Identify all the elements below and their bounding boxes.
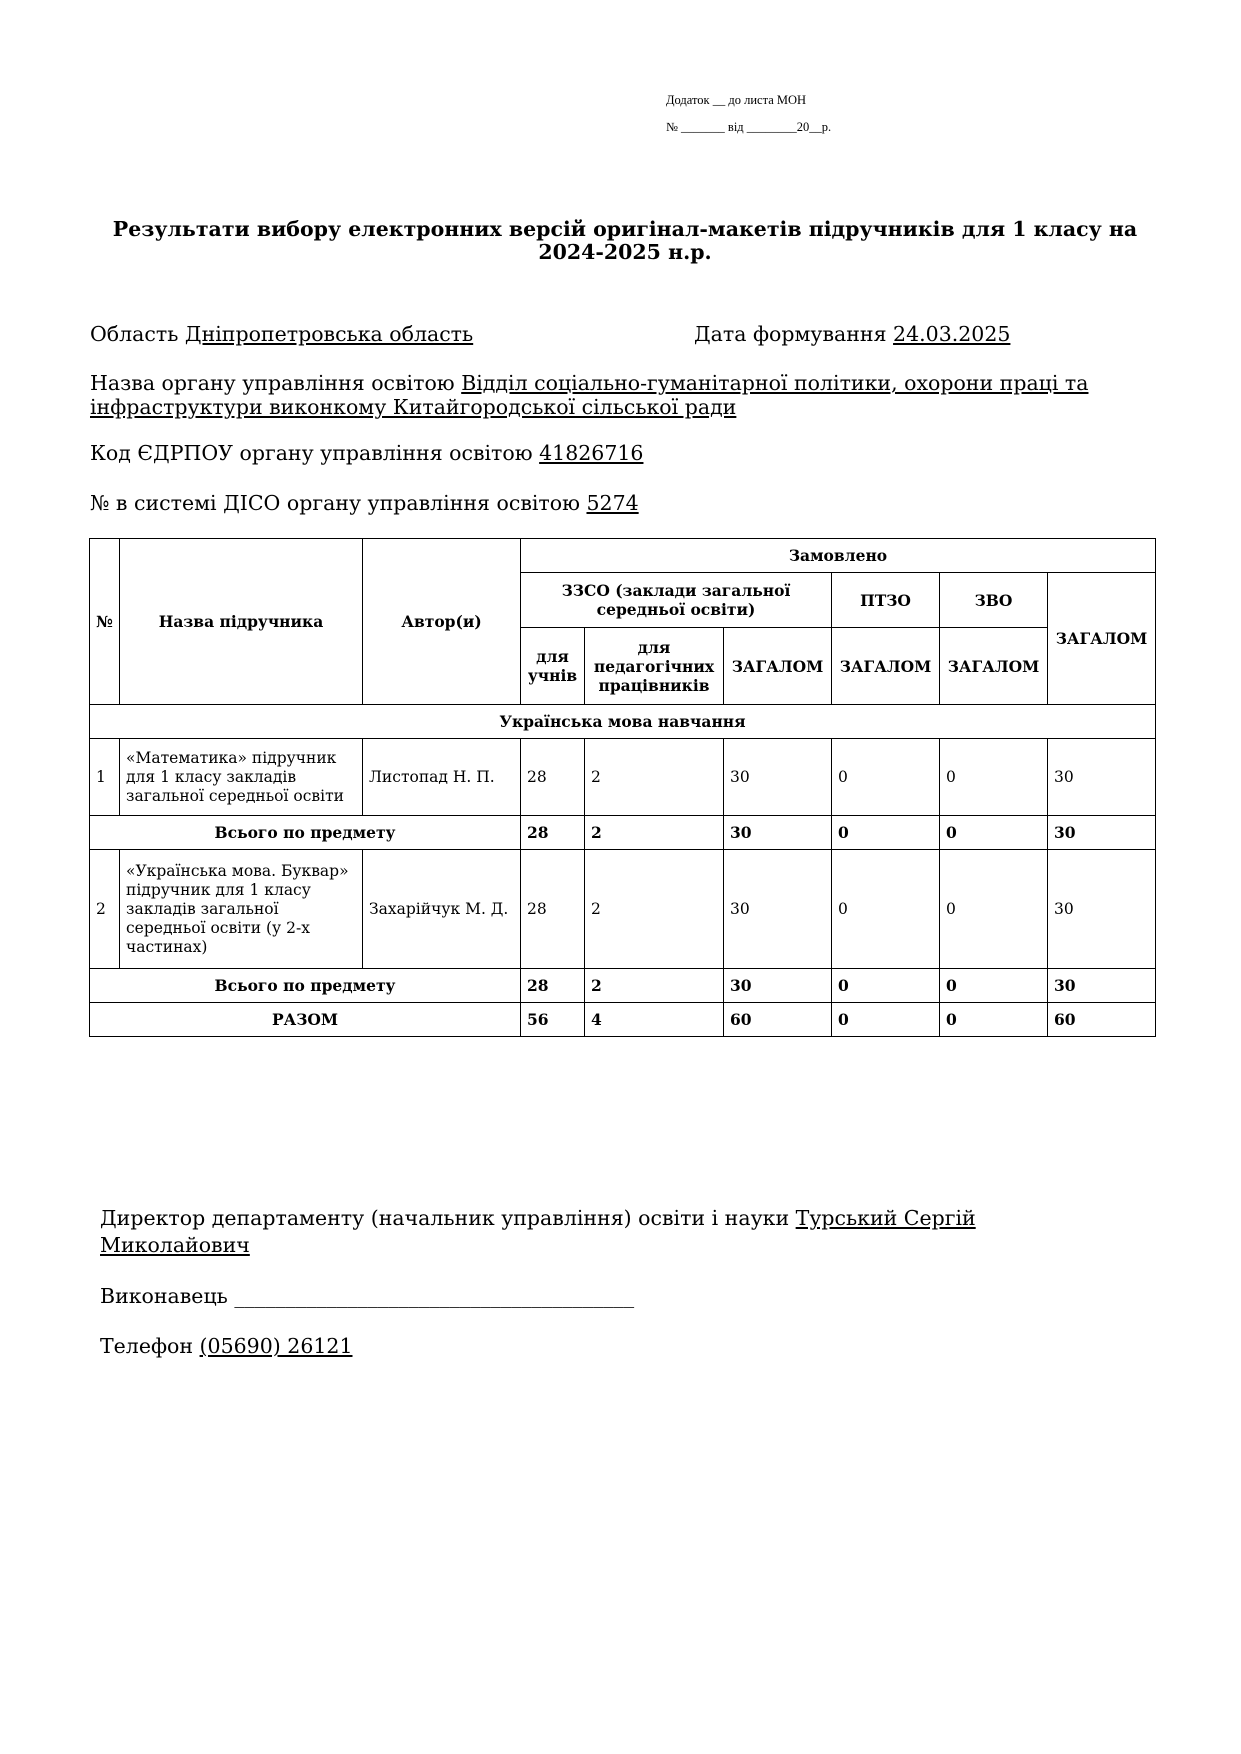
header-total: ЗАГАЛОМ: [1048, 573, 1156, 705]
row-author: Листопад Н. П.: [363, 739, 521, 816]
grand-total-teachers: 4: [585, 1003, 724, 1037]
row-students: 28: [521, 739, 585, 816]
edrpou-label: Код ЄДРПОУ органу управління освітою: [90, 441, 533, 465]
grand-total-students: 56: [521, 1003, 585, 1037]
header-zvo: ЗВО: [940, 573, 1048, 628]
director-field: [100, 1205, 1100, 1259]
table-row: [90, 739, 1156, 816]
textbook-order-table: [89, 538, 1156, 1037]
header-students: для учнів: [521, 628, 585, 705]
director-value: Турський Сергій Миколайович: [100, 1206, 976, 1257]
organ-label: Назва органу управління освітою: [90, 371, 455, 395]
row-zzso-total: 30: [724, 850, 832, 969]
header-zzso-total: ЗАГАЛОМ: [724, 628, 832, 705]
subtotal-teachers: 2: [585, 816, 724, 850]
subtotal-zvo: 0: [940, 969, 1048, 1003]
diso-field: [90, 491, 639, 515]
director-label: Директор департаменту (начальник управління) освіти і науки: [100, 1206, 790, 1230]
grand-total-label: РАЗОМ: [90, 1003, 521, 1037]
header-ptzo-total: ЗАГАЛОМ: [832, 628, 940, 705]
region-label: Область: [90, 322, 179, 346]
phone-field: [100, 1333, 353, 1360]
organ-field: [90, 371, 1150, 419]
row-teachers: 2: [585, 850, 724, 969]
row-zvo: 0: [940, 739, 1048, 816]
phone-label: Телефон: [100, 1334, 194, 1358]
row-name: «Українська мова. Буквар» підручник для 1 класу закладів загальної середньої освіти (у 2-х частинах): [120, 850, 363, 969]
annex-line-1: Додаток __ до листа МОН: [666, 93, 807, 107]
header-teachers: для педагогічних працівників: [585, 628, 724, 705]
header-zvo-total: ЗАГАЛОМ: [940, 628, 1048, 705]
header-zzso: ЗЗСО (заклади загальної середньої освіти): [521, 573, 832, 628]
edrpou-field: [90, 441, 643, 465]
executor-field: [100, 1283, 634, 1310]
section-row: Українська мова навчання: [90, 705, 1156, 739]
subtotal-label: Всього по предмету: [90, 969, 521, 1003]
grand-total-zvo: 0: [940, 1003, 1048, 1037]
subtotal-students: 28: [521, 969, 585, 1003]
document-title: Результати вибору електронних версій оригінал-макетів підручників для 1 класу на 2024-2025 н.р.: [112, 217, 1138, 264]
date-label: Дата формування: [694, 322, 887, 346]
row-zvo: 0: [940, 850, 1048, 969]
edrpou-value: 41826716: [539, 441, 644, 465]
row-total: 30: [1048, 850, 1156, 969]
executor-label: Виконавець: [100, 1284, 228, 1308]
row-name: «Математика» підручник для 1 класу закладів загальної середньої освіти: [120, 739, 363, 816]
diso-value: 5274: [586, 491, 639, 515]
header-ptzo: ПТЗО: [832, 573, 940, 628]
subtotal-zzso-total: 30: [724, 969, 832, 1003]
subtotal-teachers: 2: [585, 969, 724, 1003]
row-teachers: 2: [585, 739, 724, 816]
subtotal-row: [90, 816, 1156, 850]
subtotal-students: 28: [521, 816, 585, 850]
row-num: 2: [90, 850, 120, 969]
subtotal-zzso-total: 30: [724, 816, 832, 850]
date-value: 24.03.2025: [893, 322, 1011, 346]
region-field: [90, 322, 473, 346]
grand-total-row: [90, 1003, 1156, 1037]
row-author: Захарійчук М. Д.: [363, 850, 521, 969]
executor-line: _______________________________________: [234, 1284, 635, 1308]
header-num: №: [90, 539, 120, 705]
row-total: 30: [1048, 739, 1156, 816]
organ-value: Відділ соціально-гуманітарної політики, охорони праці та інфраструктури виконкому Китайгородської сільської ради: [90, 371, 1089, 419]
subtotal-total: 30: [1048, 816, 1156, 850]
row-ptzo: 0: [832, 739, 940, 816]
region-value: Дніпропетровська область: [184, 322, 474, 346]
subtotal-zvo: 0: [940, 816, 1048, 850]
grand-total-total: 60: [1048, 1003, 1156, 1037]
annex-line-2: № _______ від ________20__р.: [666, 120, 832, 134]
phone-value: (05690) 26121: [199, 1334, 353, 1358]
row-num: 1: [90, 739, 120, 816]
subtotal-label: Всього по предмету: [90, 816, 521, 850]
diso-label: № в системі ДІСО органу управління освітою: [90, 491, 580, 515]
table-row: [90, 850, 1156, 969]
header-author: Автор(и): [363, 539, 521, 705]
subtotal-row: [90, 969, 1156, 1003]
subtotal-total: 30: [1048, 969, 1156, 1003]
header-name: Назва підручника: [120, 539, 363, 705]
header-ordered: Замовлено: [521, 539, 1156, 573]
subtotal-ptzo: 0: [832, 816, 940, 850]
subtotal-ptzo: 0: [832, 969, 940, 1003]
row-zzso-total: 30: [724, 739, 832, 816]
row-students: 28: [521, 850, 585, 969]
grand-total-ptzo: 0: [832, 1003, 940, 1037]
date-field: [694, 322, 1010, 346]
row-ptzo: 0: [832, 850, 940, 969]
grand-total-zzso-total: 60: [724, 1003, 832, 1037]
